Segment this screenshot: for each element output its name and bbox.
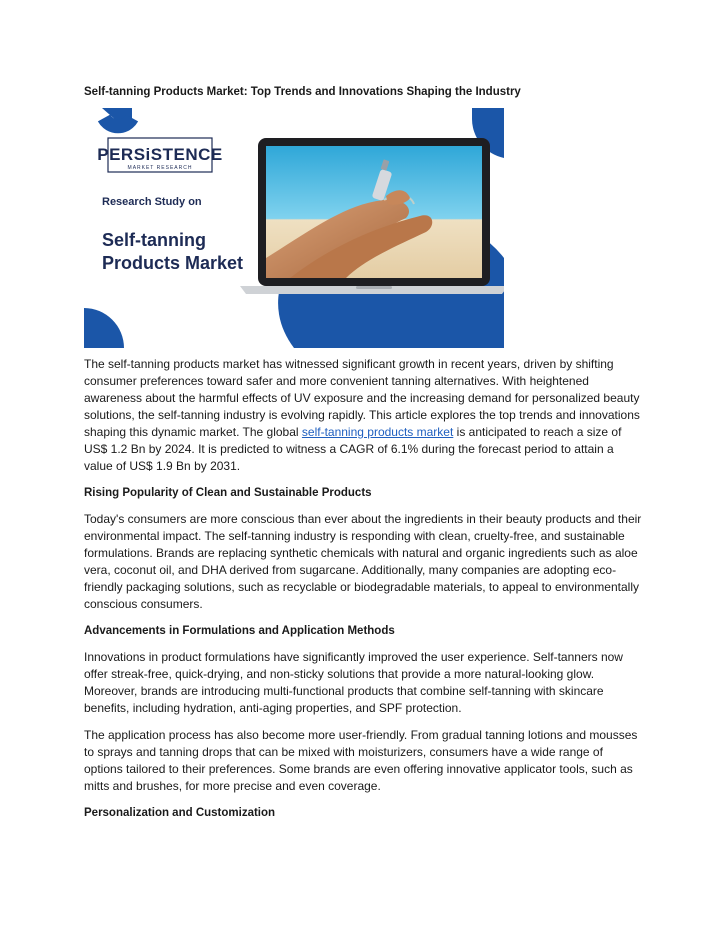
section-body-clean: Today's consumers are more conscious than ever about the ingredients in their beauty products and their environmental impact. The self-tanning industry is responding with clean, cruelty-free, and sustainable formulations. Brands are replacing synthetic chemicals with natural and organic ingredients such as aloe vera, coconut oil, and DHA derived from sugarcane. Additionally, many companies are adopting eco-friendly packaging solutions, such as recyclable or biodegradable materials, to appeal to environmentally conscious consumers. (84, 512, 642, 611)
intro-paragraph (84, 356, 644, 475)
section-heading-personalization: Personalization and Customization (84, 807, 276, 819)
banner-headline-line1: Self-tanning (102, 230, 206, 250)
arc-bottom-left-icon (84, 308, 124, 348)
banner-headline-line2: Products Market (102, 253, 244, 273)
market-link[interactable]: self-tanning products market (301, 425, 454, 439)
document-title: Self-tanning Products Market: Top Trends and Innovations Shaping the Industry (84, 86, 521, 98)
banner-kicker: Research Study on (102, 196, 202, 208)
intro-text-part1: The self-tanning products market has witnessed significant growth in recent years, driven by shifting consumer preferences toward safer and more convenient tanning alternatives. With heightened awareness about the harmful effects of UV exposure and the increasing demand for personalized beauty solutions, the self-tanning industry is evolving rapidly. This article explores the top trends and innovations shaping this dynamic market. The global (84, 357, 640, 439)
banner-graphic (84, 108, 504, 348)
logo-sub-text: MARKET RESEARCH (127, 165, 193, 171)
section-heading-formulations: Advancements in Formulations and Application Methods (84, 625, 395, 637)
section-body-formulations-1: Innovations in product formulations have significantly improved the user experience. Self-tanners now offer streak-free, quick-drying, and non-sticky solutions that provide a more natural-looking glow. Moreover, brands are introducing multi-functional products that combine self-tanning with skincare benefits, including hydration, anti-aging properties, and SPF protection. (84, 650, 623, 715)
logo-main-text: PERSiSTENCE (97, 145, 223, 164)
article-body (84, 356, 644, 831)
section-heading-clean: Rising Popularity of Clean and Sustainable Products (84, 487, 372, 499)
section-body-formulations-2: The application process has also become more user-friendly. From gradual tanning lotions and mousses to sprays and tanning drops that can be mixed with moisturizers, consumers have a wide range of options tailored to their preferences. Some brands are even offering innovative applicator tools, such as mitts and brushes, for more precise and even coverage. (84, 728, 638, 793)
intro-text-part2: is anticipated to reach a size of US$ 1.2 Bn by 2024. It is predicted to witness a CAGR of 6.1% during the forecast period to attain a value of US$ 1.9 Bn by 2031. (84, 425, 622, 473)
report-banner (84, 108, 504, 348)
laptop-icon (240, 138, 504, 294)
